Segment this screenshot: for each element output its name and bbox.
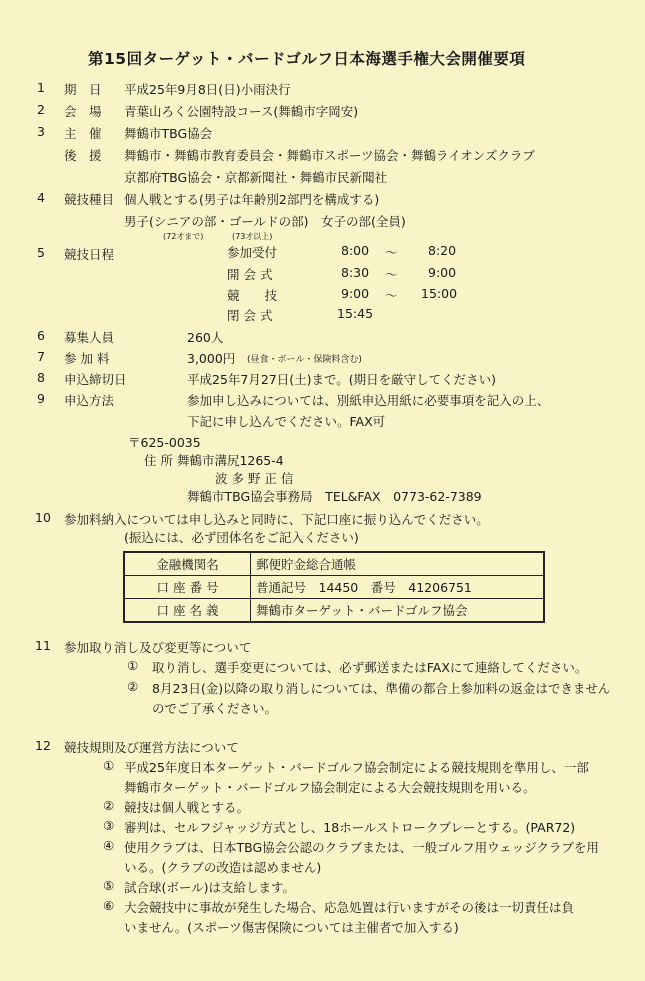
list-item: 競技は個人戦とする。 bbox=[124, 800, 250, 815]
section-heading: 参加取り消し及び変更等について bbox=[64, 640, 252, 655]
schedule-end: 8:20 bbox=[428, 243, 457, 258]
list-marker: ⑤ bbox=[103, 878, 115, 893]
item-value: 個人戦とする(男子は年齢別2部門を構成する) bbox=[124, 192, 380, 207]
item-value: 平成25年7月27日(土)まで。(期日を厳守してください) bbox=[187, 372, 497, 387]
item-number: 10 bbox=[35, 510, 51, 525]
list-item: いません。(スポーツ傷害保険については主催者で加入する) bbox=[124, 920, 459, 935]
schedule-name: 閉 会 式 bbox=[227, 308, 273, 323]
item-value: 下記に申し込んでください。FAX可 bbox=[187, 414, 386, 429]
table-cell-key: 金融機関名 bbox=[124, 552, 251, 576]
item-label: 募集人員 bbox=[64, 330, 115, 345]
schedule-name: 競 技 bbox=[227, 288, 278, 303]
item-value: 舞鶴市TBG協会 bbox=[124, 126, 213, 141]
schedule-name: 開 会 式 bbox=[227, 267, 273, 282]
item-number: 5 bbox=[37, 245, 45, 260]
item-number: 12 bbox=[35, 738, 51, 753]
item-label: 競技日程 bbox=[64, 247, 115, 262]
list-item: 大会競技中に事故が発生した場合、応急処置は行いますがその後は一切責任は負 bbox=[124, 900, 575, 915]
item-label: 会 場 bbox=[64, 104, 102, 119]
item-label: 申込締切日 bbox=[64, 372, 127, 387]
table-row bbox=[124, 599, 544, 623]
list-marker: ② bbox=[103, 798, 115, 813]
item-value: 青葉山ろく公園特設コース(舞鶴市字岡安) bbox=[124, 104, 359, 119]
fee-note: (昼食・ボール・保険料含む) bbox=[247, 355, 362, 365]
schedule-sep: 〜 bbox=[385, 288, 398, 303]
schedule-start: 15:45 bbox=[337, 306, 374, 321]
schedule-end: 9:00 bbox=[428, 265, 457, 280]
table-cell-value: 普通記号 14450 番号 41206751 bbox=[251, 576, 545, 599]
item-value: 260人 bbox=[187, 330, 224, 345]
postal-code: 〒625-0035 bbox=[128, 435, 201, 450]
item-number: 3 bbox=[37, 124, 45, 139]
item-number: 2 bbox=[37, 102, 45, 117]
address-line: 住 所 舞鶴市溝尻1265-4 bbox=[144, 453, 284, 468]
table-cell-key: 口 座 名 義 bbox=[124, 599, 251, 623]
item-label: 参 加 料 bbox=[64, 351, 110, 366]
item-value: (振込には、必ず団体名をご記入ください) bbox=[124, 530, 359, 545]
table-cell-value: 舞鶴市ターゲット・バードゴルフ協会 bbox=[251, 599, 545, 623]
item-number: 7 bbox=[37, 349, 45, 364]
item-label: 競技種目 bbox=[64, 192, 115, 207]
item-label: 主 催 bbox=[64, 126, 102, 141]
office-contact: 舞鶴市TBG協会事務局 TEL&FAX 0773-62-7389 bbox=[187, 489, 482, 504]
list-item: 8月23日(金)以降の取り消しについては、準備の都合上参加料の返金はできません bbox=[152, 681, 611, 696]
list-item: 舞鶴市ターゲット・バードゴルフ協会制定による大会競技規則を用いる。 bbox=[124, 780, 536, 795]
item-label: 期 日 bbox=[64, 82, 102, 97]
schedule-start: 8:00 bbox=[341, 243, 370, 258]
schedule-start: 9:00 bbox=[341, 286, 370, 301]
item-number: 4 bbox=[37, 190, 45, 205]
list-item: 平成25年度日本ターゲット・バードゴルフ協会制定による競技規則を準用し、一部 bbox=[124, 760, 589, 775]
item-value: 参加申し込みについては、別紙申込用紙に必要事項を記入の上、 bbox=[187, 393, 550, 408]
item-label: 後 援 bbox=[64, 148, 102, 163]
item-number: 11 bbox=[35, 638, 51, 653]
section-heading: 競技規則及び運営方法について bbox=[64, 740, 239, 755]
table-cell-key: 口 座 番 号 bbox=[124, 576, 251, 599]
list-marker: ③ bbox=[103, 818, 115, 833]
item-value: 男子(シニアの部・ゴールドの部) 女子の部(全員) bbox=[124, 214, 406, 229]
list-marker: ② bbox=[127, 679, 139, 694]
list-item: 試合球(ボール)は支給します。 bbox=[124, 880, 296, 895]
age-note: (73才以上) bbox=[232, 232, 273, 241]
list-item: 取り消し、選手変更については、必ず郵送またはFAXにて連絡してください。 bbox=[152, 660, 588, 675]
list-item: のでご了承ください。 bbox=[152, 701, 278, 716]
list-item: 使用クラブは、日本TBG協会公認のクラブまたは、一般ゴルフ用ウェッジクラブを用 bbox=[124, 840, 599, 855]
list-item: いる。(クラブの改造は認めません) bbox=[124, 860, 322, 875]
schedule-sep: 〜 bbox=[385, 245, 398, 260]
list-marker: ① bbox=[103, 758, 115, 773]
item-value: 3,000円 bbox=[187, 351, 236, 366]
list-marker: ④ bbox=[103, 838, 115, 853]
item-number: 9 bbox=[37, 391, 45, 406]
table-row bbox=[124, 576, 544, 599]
bank-account-table bbox=[123, 551, 545, 623]
item-number: 1 bbox=[37, 80, 45, 95]
table-row bbox=[124, 552, 544, 576]
list-marker: ⑥ bbox=[103, 898, 115, 913]
age-note: (72才まで) bbox=[163, 232, 204, 241]
schedule-start: 8:30 bbox=[341, 265, 370, 280]
list-item: 審判は、セルフジャッジ方式とし、18ホールストロークプレーとする。(PAR72) bbox=[124, 820, 576, 835]
item-label: 申込方法 bbox=[64, 393, 115, 408]
item-number: 8 bbox=[37, 370, 45, 385]
list-marker: ① bbox=[127, 658, 139, 673]
contact-person: 波 多 野 正 信 bbox=[215, 471, 294, 486]
schedule-end: 15:00 bbox=[421, 286, 458, 301]
page-title: 第15回ターゲット・バードゴルフ日本海選手権大会開催要項 bbox=[88, 50, 526, 68]
schedule-sep: 〜 bbox=[385, 267, 398, 282]
item-value: 舞鶴市・舞鶴市教育委員会・舞鶴市スポーツ協会・舞鶴ライオンズクラブ bbox=[124, 148, 535, 163]
item-value: 参加料納入については申し込みと同時に、下記口座に振り込んでください。 bbox=[64, 512, 489, 527]
item-value: 平成25年9月8日(日)小雨決行 bbox=[124, 82, 291, 97]
schedule-name: 参加受付 bbox=[227, 245, 278, 260]
table-cell-value: 郵便貯金総合通帳 bbox=[251, 552, 545, 576]
item-value: 京都府TBG協会・京都新聞社・舞鶴市民新聞社 bbox=[124, 170, 388, 185]
item-number: 6 bbox=[37, 328, 45, 343]
